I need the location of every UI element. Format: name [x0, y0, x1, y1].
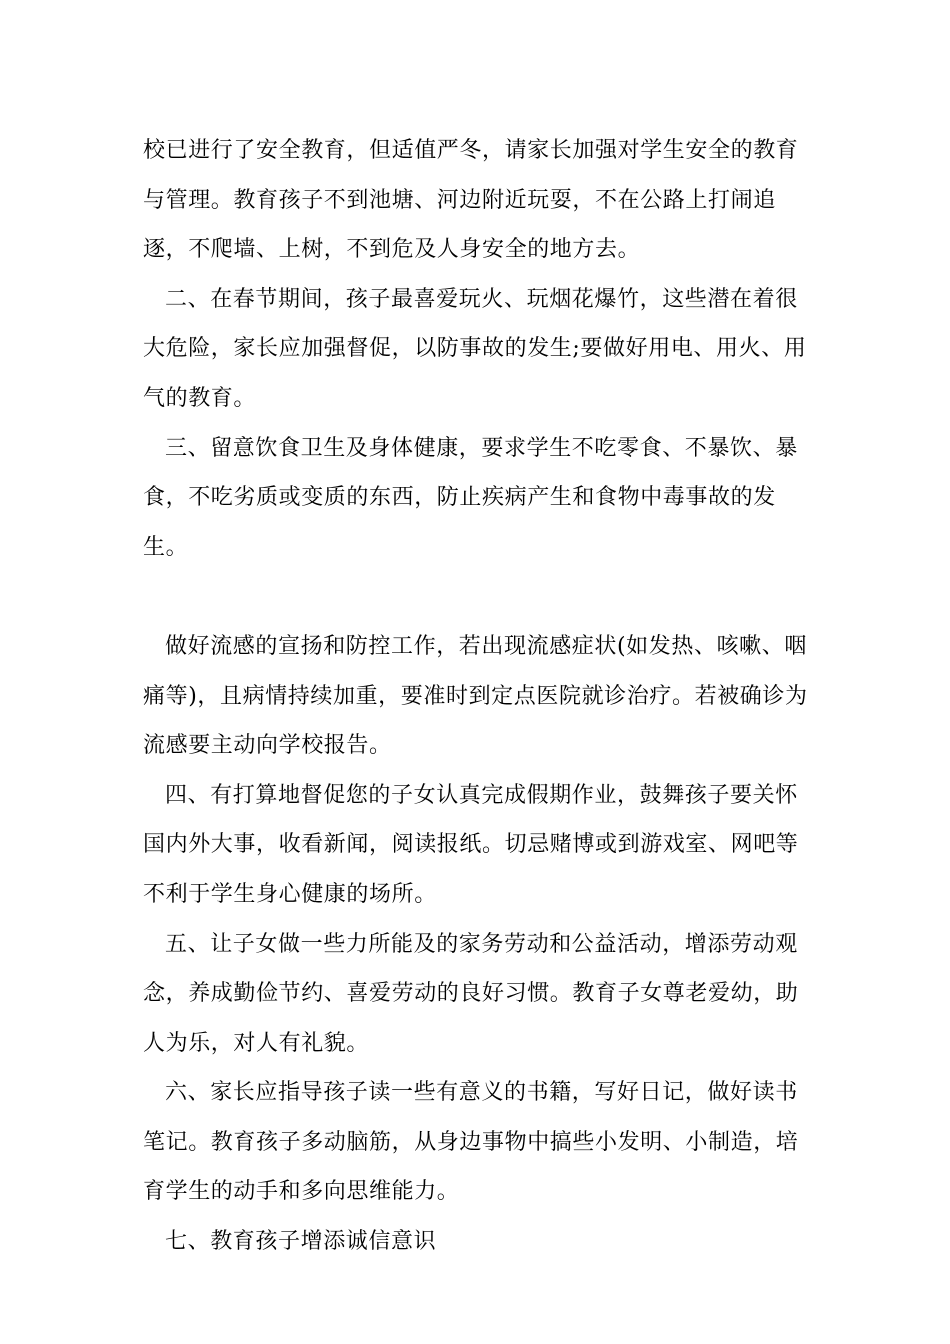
- paragraph-item-4: 四、有打算地督促您的子女认真完成假期作业，鼓舞孩子要关怀国内外大事，收看新闻，阅读报纸。切忌赌博或到游戏室、网吧等不利于学生身心健康的场所。: [143, 782, 799, 907]
- paragraph-item-6: 六、家长应指导孩子读一些有意义的书籍，写好日记，做好读书笔记。教育孩子多动脑筋，从身边事物中搞些小发明、小制造，培育学生的动手和多向思维能力。: [143, 1080, 799, 1205]
- paragraph-flu-prevention: 做好流感的宣扬和防控工作，若出现流感症状(如发热、咳嗽、咽痛等)，且病情持续加重，要准时到定点医院就诊治疗。若被确诊为流感要主动向学校报告。: [143, 633, 808, 759]
- paragraph-item-7: 七、教育孩子增添诚信意识: [165, 1229, 437, 1255]
- paragraph-item-2: 二、在春节期间，孩子最喜爱玩火、玩烟花爆竹，这些潜在着很大危险，家长应加强督促，以防事故的发生;要做好用电、用火、用气的教育。: [143, 286, 807, 411]
- paragraph-item-5: 五、让子女做一些力所能及的家务劳动和公益活动，增添劳动观念，养成勤俭节约、喜爱劳动的良好习惯。教育子女尊老爱幼，助人为乐，对人有礼貌。: [143, 931, 799, 1056]
- paragraph-safety-continuation: 校已进行了安全教育，但适值严冬，请家长加强对学生安全的教育与管理。教育孩子不到池塘、河边附近玩耍，不在公路上打闹追逐，不爬墙、上树，不到危及人身安全的地方去。: [143, 138, 799, 263]
- document-body: [143, 126, 811, 1267]
- blank-line: [143, 572, 811, 622]
- paragraph-item-3: 三、留意饮食卫生及身体健康，要求学生不吃零食、不暴饮、暴食，不吃劣质或变质的东西，防止疾病产生和食物中毒事故的发生。: [143, 435, 798, 560]
